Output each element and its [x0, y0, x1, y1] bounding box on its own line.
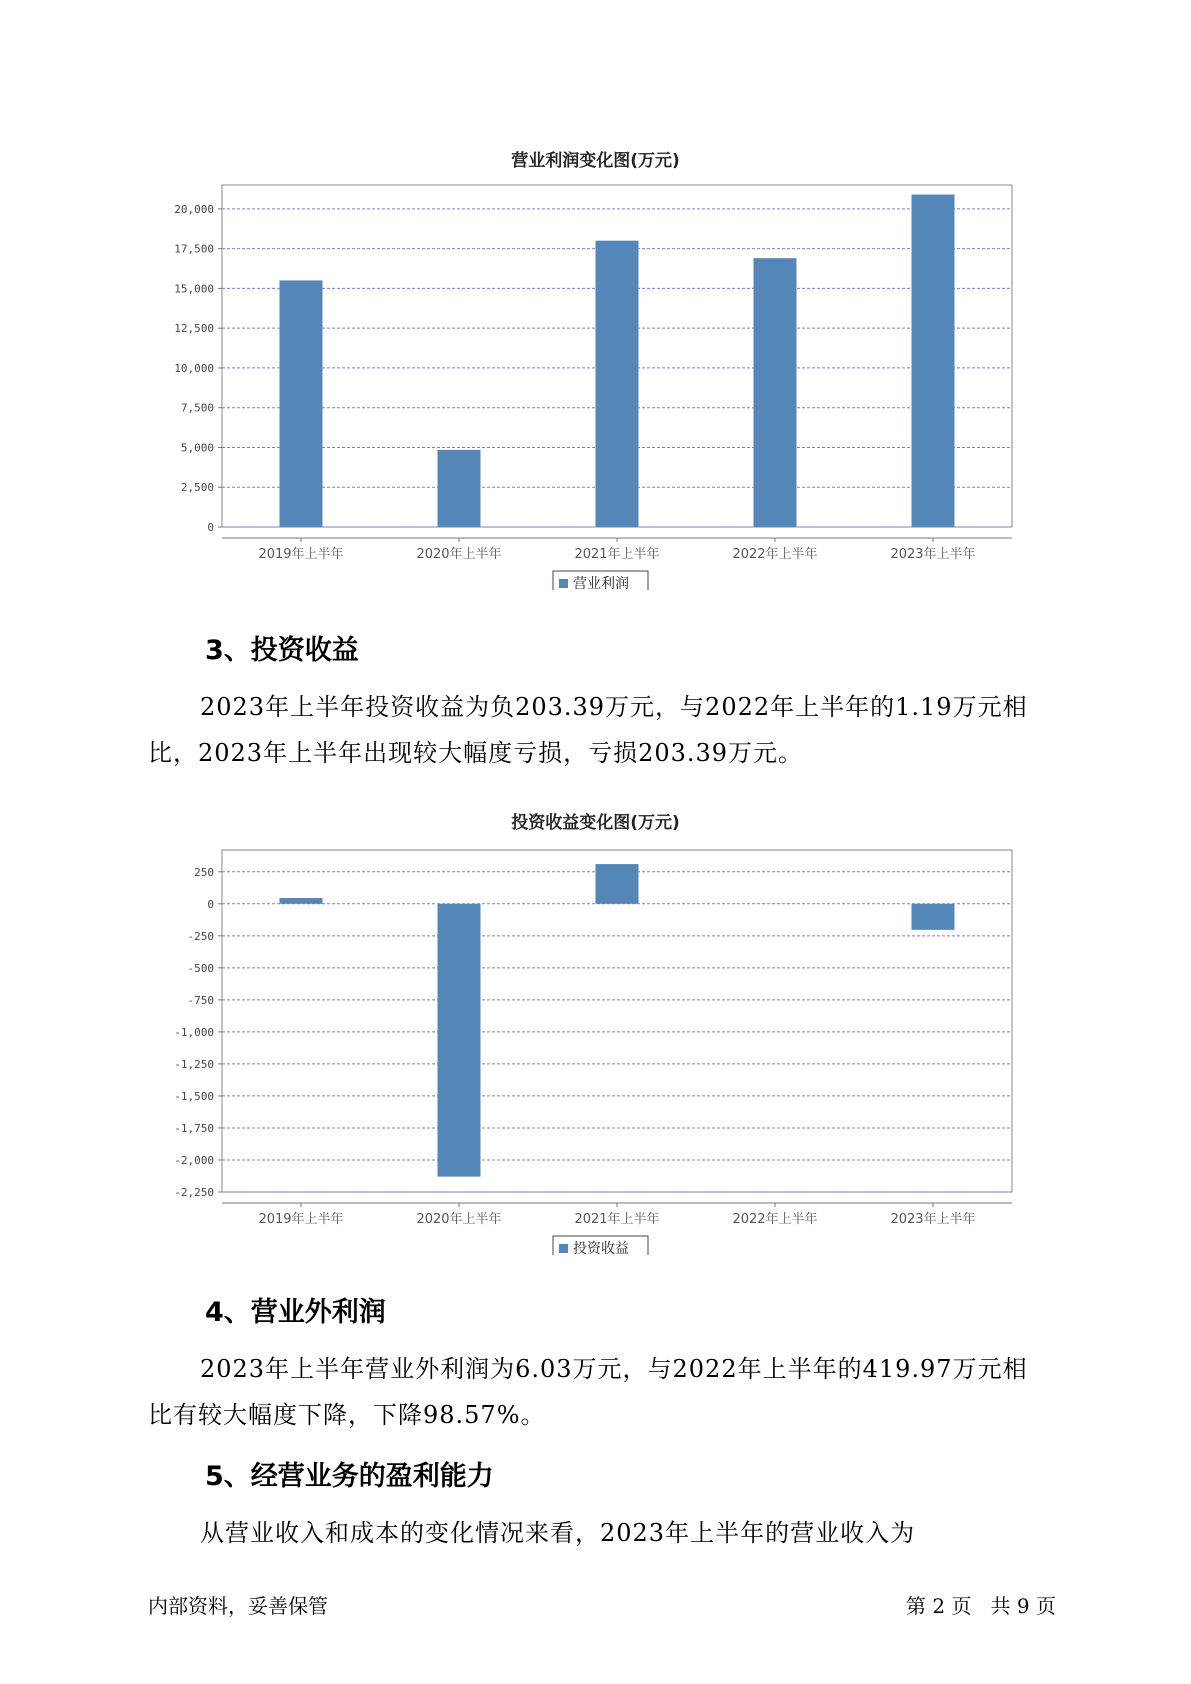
bar: [438, 904, 481, 1177]
x-tick-label: 2020年上半年: [416, 547, 502, 562]
page-number: 第 2 页 共 9 页: [906, 1594, 1056, 1618]
section-heading-investment-income: 3、投资收益: [205, 635, 359, 666]
y-tick-label: -500: [187, 961, 214, 975]
legend-label: 投资收益: [573, 1241, 629, 1255]
x-tick-label: 2019年上半年: [258, 547, 344, 562]
x-tick-label: 2022年上半年: [732, 1212, 818, 1227]
bar: [754, 258, 797, 527]
footer-note: 内部资料，妥善保管: [148, 1594, 328, 1618]
chart2-title: 投资收益变化图(万元): [511, 813, 680, 833]
legend: [553, 571, 648, 590]
legend: [553, 1236, 648, 1255]
y-tick-label: 5,000: [180, 441, 214, 455]
bar: [912, 904, 955, 930]
legend-label: 营业利润: [573, 576, 629, 590]
legend-swatch: [559, 1244, 568, 1253]
bar: [596, 864, 639, 904]
bar: [280, 898, 323, 904]
legend-swatch: [559, 579, 568, 588]
y-tick-label: -2,000: [174, 1153, 214, 1167]
y-tick-label: -750: [187, 993, 214, 1007]
x-tick-label: 2021年上半年: [574, 1212, 660, 1227]
x-tick-label: 2020年上半年: [416, 1212, 502, 1227]
operating-profit-chart: [0, 170, 1191, 590]
bar: [438, 450, 481, 527]
y-tick-label: -2,250: [174, 1186, 214, 1199]
y-tick-label: 250: [194, 865, 214, 879]
x-tick-label: 2023年上半年: [890, 1212, 976, 1227]
investment-income-chart: [0, 835, 1191, 1255]
y-tick-label: 7,500: [180, 401, 214, 415]
y-tick-label: 12,500: [174, 322, 214, 336]
chart1-title: 营业利润变化图(万元): [511, 151, 680, 171]
y-tick-label: 0: [207, 521, 214, 534]
y-tick-label: 15,000: [174, 282, 214, 296]
y-tick-label: 0: [207, 897, 214, 911]
section-heading-profitability: 5、经营业务的盈利能力: [205, 1461, 494, 1492]
paragraph-non-operating-profit: 2023年上半年营业外利润为6.03万元，与2022年上半年的419.97万元相比有较大幅度下降，下降98.57%。: [148, 1355, 1028, 1429]
y-tick-label: -1,750: [174, 1121, 214, 1135]
paragraph-profitability: 从营业收入和成本的变化情况来看，2023年上半年的营业收入为: [200, 1519, 916, 1547]
y-tick-label: 20,000: [174, 202, 214, 216]
y-tick-label: 10,000: [174, 361, 214, 375]
y-tick-label: -1,250: [174, 1057, 214, 1071]
section-heading-non-operating-profit: 4、营业外利润: [205, 1297, 386, 1328]
y-tick-label: 17,500: [174, 242, 214, 256]
y-tick-label: -250: [187, 929, 214, 943]
paragraph-investment-income: 2023年上半年投资收益为负203.39万元，与2022年上半年的1.19万元相比，2023年上半年出现较大幅度亏损，亏损203.39万元。: [148, 693, 1028, 767]
bar: [912, 195, 955, 527]
x-tick-label: 2022年上半年: [732, 547, 818, 562]
bar: [280, 280, 323, 527]
x-tick-label: 2019年上半年: [258, 1212, 344, 1227]
y-tick-label: -1,500: [174, 1089, 214, 1103]
y-tick-label: -1,000: [174, 1025, 214, 1039]
bar: [596, 241, 639, 527]
x-tick-label: 2023年上半年: [890, 547, 976, 562]
x-tick-label: 2021年上半年: [574, 547, 660, 562]
y-tick-label: 2,500: [180, 481, 214, 495]
